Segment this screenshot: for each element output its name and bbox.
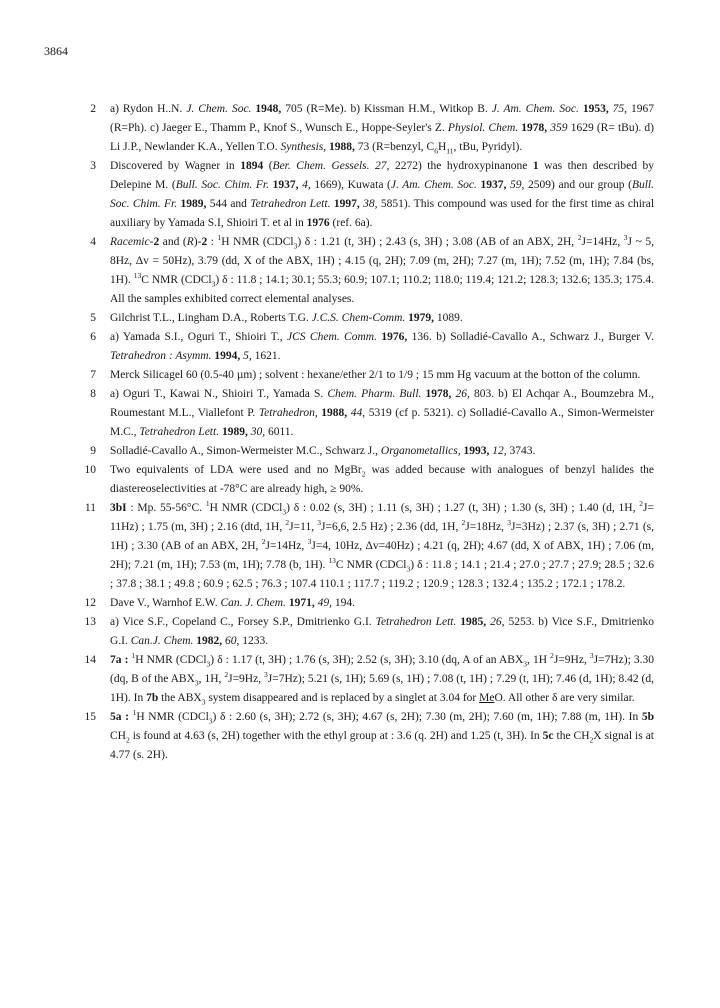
reference-number: 6 <box>90 331 96 343</box>
reference-number: 15 <box>84 711 96 723</box>
reference-text: Merck Silicagel 60 (0.5-40 µm) ; solvent : hexane/ether 2/1 to 1/9 ; 15 mm Hg vacuum at the botton of the column. <box>110 369 641 381</box>
reference-text: a) Oguri T., Kawai N., Shioiri T., Yamada S. Chem. Pharm. Bull. 1978, 26, 803. b) El Achqar A., Boumzebra M., Roumestant M.L., Viallefont P. Tetrahedron, 1988, 44, 5319 (cf p. 5321). c) Solladié-Cavallo A., Simon-Wermeister M.C., Tetrahedron Lett. 1989, 30, 6011. <box>110 388 655 438</box>
reference-item <box>76 708 654 765</box>
reference-number: 8 <box>90 388 96 400</box>
reference-text: 7a : $^1$H NMR (CDCl$_3$) δ : 1.17 (t, 3H) ; 1.76 (s, 3H); 2.52 (s, 3H); 3.10 (dq, A of an $ABX_3$, 1H $^2$J=9Hz, $^3$J=7Hz); 3.30 (dq, B of the $ABX_3$, 1H, $^2$J=9Hz, $^3$J=7Hz); 5.21 (s, 1H); 5.69 (s, 1H) ; 7.08 (t, 1H) ; 7.29 (t, 1H); 7.46 (d, 1H); 8.42 (d, 1H). In 7b the $ABX_3$ system disappeared and is replaced by a singlet at 3.04 for MeO. All other δ are very similar. <box>110 651 654 707</box>
reference-item <box>76 385 654 442</box>
reference-text: a) Yamada S.I., Oguri T., Shioiri T., JCS Chem. Comm. 1976, 136. b) Solladié-Cavallo A., Schwarz J., Burger V. Tetrahedron : Asymm. 1994, 5, 1621. <box>110 331 655 362</box>
reference-number: 7 <box>90 369 96 381</box>
reference-number: 5 <box>90 312 96 324</box>
reference-number: 3 <box>90 160 96 172</box>
reference-item <box>76 461 654 499</box>
reference-item <box>76 613 654 651</box>
reference-item <box>76 309 654 328</box>
reference-item <box>76 594 654 613</box>
reference-number: 10 <box>84 464 96 476</box>
reference-number: 14 <box>84 654 96 666</box>
reference-item <box>76 651 654 708</box>
reference-item <box>76 328 654 366</box>
reference-text: Two equivalents of LDA were used and no MgBr$_2$ was added because with analogues of benzyl halides the diastereoselectivities at -78°C are already high, ≥ 90%. <box>110 464 654 495</box>
reference-item <box>76 499 654 594</box>
reference-item <box>76 442 654 461</box>
reference-number: 9 <box>90 445 96 457</box>
reference-text: 3bI : Mp. 55-56°C. $^1$H NMR (CDCl$_3$) δ : 0.02 (s, 3H) ; 1.11 (s, 3H) ; 1.27 (t, 3H) ; 1.30 (s, 3H) ; 1.40 (d, 1H, $^2$J= 11Hz) ; 1.75 (m, 3H) ; 2.16 (dtd, 1H, $^2$J=11, $^3$J=6,6, 2.5 Hz) ; 2.36 (dd, 1H, $^2$J=18Hz, $^3$J=3Hz) ; 2.37 (s, 3H) ; 2.71 (s, 1H) ; 3.30 (AB of an ABX, 2H, $^2$J=14Hz, $^3$J=4, 10Hz, Δv=40Hz) ; 4.21 (q, 2H); 4.67 (dd, X of ABX, 1H) ; 7.06 (m, 2H); 7.21 (m, 1H); 7.53 (m, 1H); 7.78 (b, 1H). $^{13}$C NMR (CDCl$_3$) δ : 11.8 ; 14.1 ; 21.4 ; 27.0 ; 27.7 ; 27.9; 28.5 ; 32.6 ; 37.8 ; 38.1 ; 49.8 ; 60.9 ; 62.5 ; 76.3 ; 107.4 110.1 ; 117.7 ; 119.2 ; 120.9 ; 128.3 ; 132.4 ; 135.2 ; 172.1 ; 178.2. <box>110 499 654 590</box>
reference-list <box>76 100 654 765</box>
reference-text: Solladié-Cavallo A., Simon-Wermeister M.C., Schwarz J., Organometallics, 1993, 12, 3743. <box>110 445 536 457</box>
reference-text: 5a : $^1$H NMR (CDCl$_3$) δ : 2.60 (s, 3H); 2.72 (s, 3H); 4.67 (s, 2H); 7.30 (m, 2H); 7.60 (m, 1H); 7.88 (m, 1H). In 5b $CH_2$ is found at 4.63 (s, 2H) together with the ethyl group at : 3.6 (q. 2H) and 1.25 (t, 3H). In 5c the $CH_2X$ signal is at 4.77 (s. 2H). <box>110 708 654 761</box>
reference-text: Discovered by Wagner in 1894 (Ber. Chem. Gessels. 27, 2272) the hydroxypinanone 1 was then described by Delepine M. (Bull. Soc. Chim. Fr. 1937, 4, 1669), Kuwata (J. Am. Chem. Soc. 1937, 59, 2509) and our group (Bull. Soc. Chim. Fr. 1989, 544 and Tetrahedron Lett. 1997, 38, 5851). This compound was used for the first time as chiral auxiliary by Yamada S.I, Shioiri T. et al in 1976 (ref. 6a). <box>110 160 655 229</box>
reference-number: 2 <box>90 103 96 115</box>
reference-text: Racemic-2 and (R)-2 : $^1$H NMR (CDCl$_3$) δ : 1.21 (t, 3H) ; 2.43 (s, 3H) ; 3.08 (AB of an ABX, 2H, $^2$J=14Hz, $^3$J ~ 5, 8Hz, Δv = 50Hz), 3.79 (dd, X of the ABX, 1H) ; 4.15 (q, 2H); 7.09 (m, 2H); 7.27 (m, 1H); 7.52 (m, 1H); 7.84 (bs, 1H). $^{13}$C NMR (CDCl$_3$) δ : 11.8 ; 14.1; 30.1; 55.3; 60.9; 107.1; 110.2; 118.0; 119.4; 121.2; 128.3; 132.6; 135.3; 175.4. All the samples exhibited correct elemental analyses. <box>110 233 655 305</box>
page-number: 3864 <box>44 44 68 58</box>
reference-number: 12 <box>84 597 96 609</box>
reference-text: Gilchrist T.L., Lingham D.A., Roberts T.G. J.C.S. Chem-Comm. 1979, 1089. <box>110 312 463 324</box>
reference-text: a) Rydon H..N. J. Chem. Soc. 1948, 705 (R=Me). b) Kissman H.M., Witkop B. J. Am. Chem. Soc. 1953, 75, 1967 (R=Ph). c) Jaeger E., Thamm P., Knof S., Wunsch E., Hoppe-Seyler's Z. Physiol. Chem. 1978, 359 1629 (R= tBu). d) Li J.P., Newlander K.A., Yellen T.O. Synthesis, 1988, 73 (R=benzyl, $C_6H_{11}$, tBu, Pyridyl). <box>110 103 655 156</box>
reference-item <box>76 157 654 233</box>
reference-number: 11 <box>84 502 96 514</box>
reference-number: 4 <box>90 236 96 248</box>
reference-item <box>76 233 654 309</box>
reference-number: 13 <box>84 616 96 628</box>
reference-text: Dave V., Warnhof E.W. Can. J. Chem. 1971, 49, 194. <box>110 597 355 609</box>
reference-item <box>76 366 654 385</box>
reference-text: a) Vice S.F., Copeland C., Forsey S.P., Dmitrienko G.I. Tetrahedron Lett. 1985, 26, 5253. b) Vice S.F., Dmitrienko G.I. Can.J. Chem. 1982, 60, 1233. <box>110 616 655 647</box>
reference-item <box>76 100 654 157</box>
